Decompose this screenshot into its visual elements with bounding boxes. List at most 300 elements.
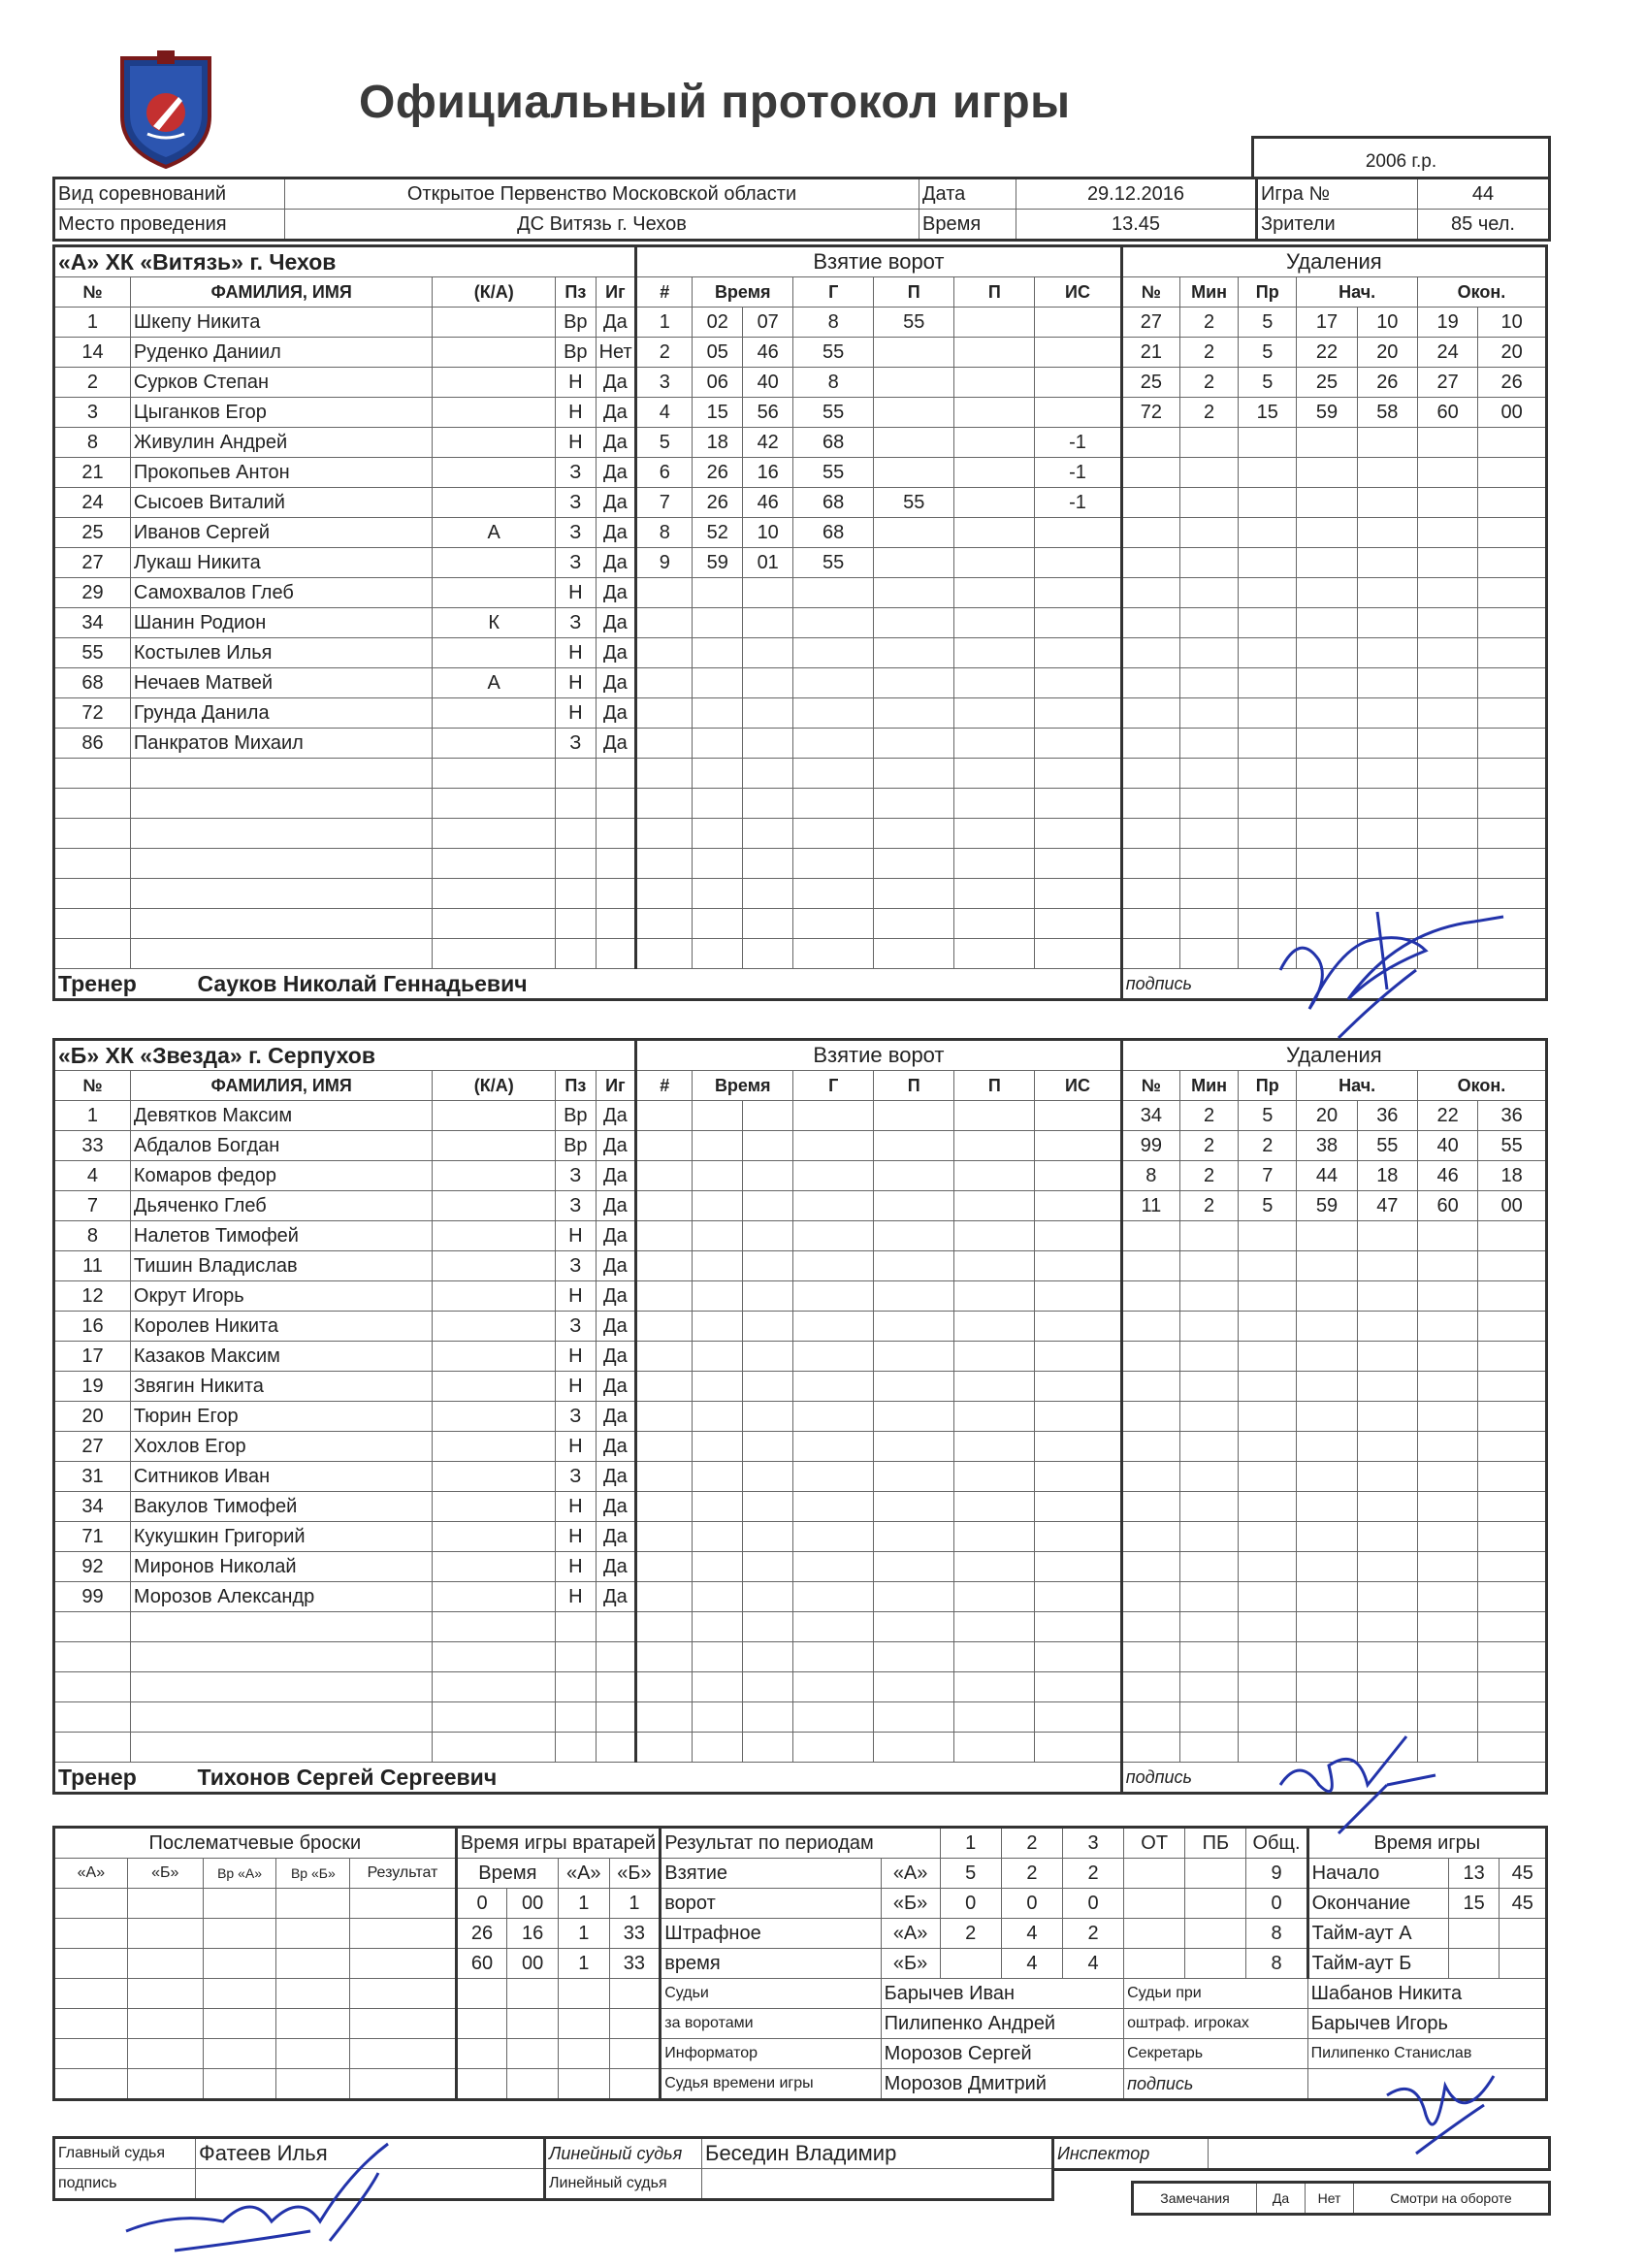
goal-scorer: 55	[793, 548, 874, 578]
player-number: 4	[54, 1161, 131, 1191]
player-position: З	[556, 1161, 597, 1191]
penalty-end-min	[1417, 909, 1477, 939]
player-name: Казаков Максим	[130, 1342, 432, 1372]
player-captain	[433, 1191, 556, 1221]
goal-scorer	[793, 1251, 874, 1281]
goal-number	[636, 1522, 693, 1552]
table-row	[54, 1312, 1547, 1342]
goal-number	[636, 789, 693, 819]
goals-b-so	[1185, 1889, 1246, 1919]
goal-assist-1	[874, 398, 954, 428]
penalty-reason	[1239, 578, 1297, 608]
goal-strength	[1035, 1432, 1121, 1462]
player-played	[596, 1733, 636, 1763]
player-played: Да	[596, 1492, 636, 1522]
player-captain	[433, 1522, 556, 1552]
penalty-end-min: 40	[1417, 1131, 1477, 1161]
goals-a-ot	[1124, 1859, 1185, 1889]
penalty-minutes	[1179, 789, 1238, 819]
goal-second	[743, 819, 793, 849]
goals-b-p2: 0	[1001, 1889, 1062, 1919]
goalie-row-3-a: 1	[558, 1949, 609, 1979]
penalty-start-sec	[1357, 458, 1417, 488]
goal-second	[743, 759, 793, 789]
penalty-minutes	[1179, 668, 1238, 698]
penalty-minutes	[1179, 1342, 1238, 1372]
goal-assist-2	[954, 308, 1035, 338]
goal-assist-1	[874, 1372, 954, 1402]
table-row	[54, 1131, 1547, 1161]
penalty-start-min	[1297, 1251, 1357, 1281]
goal-number	[636, 578, 693, 608]
informer-name: Морозов Сергей	[881, 2039, 1124, 2069]
player-number: 29	[54, 578, 131, 608]
player-name: Лукаш Никита	[130, 548, 432, 578]
goals-team-b-label: «Б»	[881, 1889, 940, 1919]
penalty-start-sec	[1357, 1432, 1417, 1462]
player-position: Н	[556, 368, 597, 398]
col-played: Иг	[596, 1071, 636, 1101]
player-played	[596, 939, 636, 969]
penalty-end-min	[1417, 1612, 1477, 1642]
goal-second	[743, 1131, 793, 1161]
goal-scorer: 55	[793, 338, 874, 368]
penalty-minutes	[1179, 1462, 1238, 1492]
player-name: Девятков Максим	[130, 1101, 432, 1131]
player-played	[596, 1672, 636, 1702]
player-name	[130, 909, 432, 939]
table-row	[54, 939, 1547, 969]
player-number	[54, 1702, 131, 1733]
goal-minute	[693, 638, 743, 668]
table-row	[54, 1733, 1547, 1763]
goal-assist-1	[874, 458, 954, 488]
goal-scorer	[793, 1131, 874, 1161]
penalty-end-sec	[1478, 638, 1547, 668]
penalty-player	[1121, 1702, 1179, 1733]
penalty-end-min	[1417, 1312, 1477, 1342]
goal-second	[743, 1642, 793, 1672]
penalty-start-min: 59	[1297, 398, 1357, 428]
goal-number: 8	[636, 518, 693, 548]
penalty-end-sec	[1478, 1372, 1547, 1402]
penalty-end-min	[1417, 488, 1477, 518]
goal-number	[636, 849, 693, 879]
penalty-player: 21	[1121, 338, 1179, 368]
goal-assist-2	[954, 1251, 1035, 1281]
chief-referee-name: Фатеев Илья	[196, 2138, 545, 2169]
penalty-minutes	[1179, 909, 1238, 939]
col-pen-min: Мин	[1179, 1071, 1238, 1101]
penalty-start-sec	[1357, 1281, 1417, 1312]
goal-strength	[1035, 1161, 1121, 1191]
goal-assist-2	[954, 488, 1035, 518]
penalty-start-min	[1297, 518, 1357, 548]
player-number: 33	[54, 1131, 131, 1161]
goal-number	[636, 1372, 693, 1402]
penalty-minutes	[1179, 1733, 1238, 1763]
table-row	[54, 1191, 1547, 1221]
goal-number	[636, 1312, 693, 1342]
player-captain	[433, 1342, 556, 1372]
table-row	[54, 548, 1547, 578]
goal-scorer	[793, 1161, 874, 1191]
goals-b-ot	[1124, 1889, 1185, 1919]
goal-second	[743, 698, 793, 729]
goal-second	[743, 849, 793, 879]
goalie-col-time: Время	[456, 1859, 558, 1889]
player-position: Н	[556, 1281, 597, 1312]
col-assist-1: П	[874, 277, 954, 308]
table-row	[54, 1522, 1547, 1552]
goal-assist-1	[874, 789, 954, 819]
goal-assist-1	[874, 1402, 954, 1432]
penalty-end-sec	[1478, 819, 1547, 849]
player-name: Хохлов Егор	[130, 1432, 432, 1462]
penalty-start-sec	[1357, 909, 1417, 939]
goal-assist-2	[954, 548, 1035, 578]
goal-scorer: 68	[793, 488, 874, 518]
player-captain	[433, 939, 556, 969]
player-captain	[433, 759, 556, 789]
player-position: Н	[556, 428, 597, 458]
penalty-reason	[1239, 1281, 1297, 1312]
player-position	[556, 789, 597, 819]
penalty-end-min	[1417, 939, 1477, 969]
goal-assist-2	[954, 849, 1035, 879]
penalty-end-sec	[1478, 1552, 1547, 1582]
player-name: Ситников Иван	[130, 1462, 432, 1492]
player-played: Да	[596, 1251, 636, 1281]
goal-assist-2	[954, 1161, 1035, 1191]
secretary-label: Секретарь	[1124, 2039, 1307, 2069]
player-position: З	[556, 1402, 597, 1432]
goal-number	[636, 698, 693, 729]
penalty-end-min	[1417, 1522, 1477, 1552]
penalty-reason	[1239, 638, 1297, 668]
pim-a-so	[1185, 1919, 1246, 1949]
goal-number	[636, 1492, 693, 1522]
goalie-row-3-min: 60	[456, 1949, 507, 1979]
penalty-minutes	[1179, 1582, 1238, 1612]
player-played	[596, 1612, 636, 1642]
penalty-end-min: 24	[1417, 338, 1477, 368]
player-played: Да	[596, 1402, 636, 1432]
player-position: З	[556, 458, 597, 488]
penalty-start-min	[1297, 1312, 1357, 1342]
table-row	[54, 1462, 1547, 1492]
player-position: Н	[556, 398, 597, 428]
goal-assist-1	[874, 819, 954, 849]
goal-minute	[693, 578, 743, 608]
penalty-reason: 5	[1239, 338, 1297, 368]
pim-a-total: 8	[1246, 1919, 1307, 1949]
player-played: Да	[596, 1281, 636, 1312]
player-number	[54, 819, 131, 849]
league-logo	[114, 49, 217, 169]
player-captain	[433, 1733, 556, 1763]
goal-minute	[693, 1312, 743, 1342]
penalty-minutes	[1179, 638, 1238, 668]
goal-assist-1	[874, 1552, 954, 1582]
penalty-end-sec	[1478, 698, 1547, 729]
player-number: 16	[54, 1312, 131, 1342]
goal-assist-2	[954, 729, 1035, 759]
goal-assist-2	[954, 789, 1035, 819]
player-name: Миронов Николай	[130, 1552, 432, 1582]
penalty-start-sec	[1357, 1251, 1417, 1281]
goalie-row-1-sec: 00	[507, 1889, 559, 1919]
timeout-a-label: Тайм-аут А	[1307, 1919, 1448, 1949]
player-position: З	[556, 548, 597, 578]
team-b-goals-title: Взятие ворот	[636, 1040, 1122, 1071]
goal-scorer	[793, 1372, 874, 1402]
player-captain	[433, 428, 556, 458]
timekeeper-name: Морозов Дмитрий	[881, 2069, 1124, 2100]
penalty-minutes: 2	[1179, 338, 1238, 368]
penalty-start-min	[1297, 1582, 1357, 1612]
table-row	[54, 1672, 1547, 1702]
remarks-no: Нет	[1306, 2183, 1354, 2215]
penalty-start-min	[1297, 1372, 1357, 1402]
timeout-b-label: Тайм-аут Б	[1307, 1949, 1448, 1979]
penalty-reason	[1239, 1312, 1297, 1342]
player-captain	[433, 578, 556, 608]
goal-assist-1	[874, 548, 954, 578]
goal-second	[743, 1281, 793, 1312]
linesman-1-label: Линейный судья	[545, 2138, 702, 2169]
penalty-end-sec	[1478, 608, 1547, 638]
penalty-start-min	[1297, 909, 1357, 939]
player-position: Н	[556, 1342, 597, 1372]
goal-assist-2	[954, 1372, 1035, 1402]
penalty-minutes	[1179, 548, 1238, 578]
goal-scorer	[793, 729, 874, 759]
pim-b-total: 8	[1246, 1949, 1307, 1979]
table-row	[54, 458, 1547, 488]
penalty-start-min	[1297, 1432, 1357, 1462]
penalty-reason: 7	[1239, 1161, 1297, 1191]
penalty-end-min	[1417, 428, 1477, 458]
table-row	[54, 1612, 1547, 1642]
goal-strength	[1035, 1462, 1121, 1492]
penalty-minutes	[1179, 428, 1238, 458]
goal-second	[743, 1402, 793, 1432]
goal-number: 9	[636, 548, 693, 578]
goal-number	[636, 1221, 693, 1251]
competition-value: Открытое Первенство Московской области	[285, 178, 919, 210]
penalty-player	[1121, 1642, 1179, 1672]
player-captain	[433, 789, 556, 819]
player-captain	[433, 638, 556, 668]
goal-assist-1	[874, 428, 954, 458]
team-b-coach: Тихонов Сергей Сергеевич	[197, 1764, 498, 1790]
penalty-minutes: 2	[1179, 398, 1238, 428]
col-assist-2: П	[954, 1071, 1035, 1101]
player-name: Тюрин Егор	[130, 1402, 432, 1432]
goal-scorer	[793, 819, 874, 849]
player-captain	[433, 1251, 556, 1281]
shootout-col-goalie-b: Вр «Б»	[276, 1859, 350, 1889]
col-goal-time: Время	[693, 1071, 793, 1101]
penalty-start-sec	[1357, 1342, 1417, 1372]
penalty-start-min	[1297, 939, 1357, 969]
player-played: Да	[596, 1582, 636, 1612]
col-pen-number: №	[1121, 1071, 1179, 1101]
goal-number	[636, 638, 693, 668]
goal-assist-1	[874, 1342, 954, 1372]
col-number: №	[54, 277, 131, 308]
team-a-goals-title: Взятие ворот	[636, 246, 1122, 277]
penalty-player	[1121, 608, 1179, 638]
goal-scorer	[793, 1462, 874, 1492]
goal-minute: 52	[693, 518, 743, 548]
goal-second: 46	[743, 488, 793, 518]
player-played: Да	[596, 1462, 636, 1492]
player-position: З	[556, 1191, 597, 1221]
player-name: Кукушкин Григорий	[130, 1522, 432, 1552]
penalty-end-sec	[1478, 1432, 1547, 1462]
goal-assist-2	[954, 909, 1035, 939]
goal-number: 3	[636, 368, 693, 398]
player-name	[130, 1612, 432, 1642]
time-label: Время	[919, 210, 1016, 241]
period-total-header: Общ.	[1246, 1828, 1307, 1859]
player-position: Вр	[556, 308, 597, 338]
penalty-start-min	[1297, 638, 1357, 668]
penalty-end-min	[1417, 849, 1477, 879]
player-number	[54, 1672, 131, 1702]
goal-second	[743, 1492, 793, 1522]
player-name	[130, 1672, 432, 1702]
penalty-minutes	[1179, 1522, 1238, 1552]
penalty-start-min	[1297, 548, 1357, 578]
goal-second	[743, 1251, 793, 1281]
goal-second	[743, 1432, 793, 1462]
goal-strength	[1035, 1131, 1121, 1161]
goalie-row-3-sec: 00	[507, 1949, 559, 1979]
player-number	[54, 849, 131, 879]
goal-scorer	[793, 1642, 874, 1672]
goal-minute: 26	[693, 458, 743, 488]
penalty-player	[1121, 1522, 1179, 1552]
penalty-end-sec	[1478, 668, 1547, 698]
goal-assist-2	[954, 939, 1035, 969]
player-number	[54, 879, 131, 909]
goals-b-p3: 0	[1062, 1889, 1123, 1919]
col-goal-time: Время	[693, 277, 793, 308]
goal-minute	[693, 1342, 743, 1372]
penalty-minutes	[1179, 1281, 1238, 1312]
penalty-reason	[1239, 819, 1297, 849]
penalty-minutes	[1179, 458, 1238, 488]
goal-minute	[693, 698, 743, 729]
penalty-player	[1121, 1462, 1179, 1492]
player-name: Шкепу Никита	[130, 308, 432, 338]
start-minute: 45	[1500, 1859, 1547, 1889]
col-strength: ИС	[1035, 277, 1121, 308]
goal-number: 7	[636, 488, 693, 518]
table-row	[54, 789, 1547, 819]
goal-strength: -1	[1035, 488, 1121, 518]
goalie-time-title: Время игры вратарей	[456, 1828, 661, 1859]
player-number: 24	[54, 488, 131, 518]
penalty-judge-2: Барычев Игорь	[1307, 2009, 1546, 2039]
penalty-end-sec: 10	[1478, 308, 1547, 338]
player-position	[556, 909, 597, 939]
player-position: З	[556, 488, 597, 518]
goal-second	[743, 1702, 793, 1733]
goal-second	[743, 1612, 793, 1642]
player-captain	[433, 849, 556, 879]
goal-minute	[693, 939, 743, 969]
goal-assist-1	[874, 1191, 954, 1221]
goal-assist-2	[954, 1492, 1035, 1522]
goal-assist-2	[954, 698, 1035, 729]
goal-assist-1	[874, 849, 954, 879]
player-played: Да	[596, 1432, 636, 1462]
player-captain: К	[433, 608, 556, 638]
player-name: Тишин Владислав	[130, 1251, 432, 1281]
player-number: 27	[54, 548, 131, 578]
goal-minute	[693, 608, 743, 638]
col-goal-number: #	[636, 277, 693, 308]
penalty-player	[1121, 1221, 1179, 1251]
penalty-reason: 5	[1239, 1191, 1297, 1221]
penalty-minutes	[1179, 698, 1238, 729]
penalty-reason	[1239, 1733, 1297, 1763]
penalty-start-min: 44	[1297, 1161, 1357, 1191]
penalty-start-sec	[1357, 1312, 1417, 1342]
goal-second: 42	[743, 428, 793, 458]
player-captain	[433, 1612, 556, 1642]
player-name	[130, 939, 432, 969]
pim-team-a-label: «А»	[881, 1919, 940, 1949]
penalty-minutes: 2	[1179, 1191, 1238, 1221]
goal-number	[636, 1432, 693, 1462]
player-name: Руденко Даниил	[130, 338, 432, 368]
penalty-start-sec: 36	[1357, 1101, 1417, 1131]
goal-second	[743, 729, 793, 759]
penalty-minutes	[1179, 488, 1238, 518]
player-played: Да	[596, 1131, 636, 1161]
penalty-start-min	[1297, 1612, 1357, 1642]
player-name: Королев Никита	[130, 1312, 432, 1342]
player-captain	[433, 729, 556, 759]
goal-assist-1	[874, 368, 954, 398]
goal-minute	[693, 1432, 743, 1462]
player-captain	[433, 488, 556, 518]
team-a-sign-label: подпись	[1121, 969, 1546, 1000]
goal-scorer	[793, 1582, 874, 1612]
player-position: Н	[556, 638, 597, 668]
penalty-end-sec: 00	[1478, 398, 1547, 428]
penalty-start-min	[1297, 1492, 1357, 1522]
goal-second	[743, 1101, 793, 1131]
start-label: Начало	[1307, 1859, 1448, 1889]
date-label: Дата	[919, 178, 1016, 210]
penalty-end-min: 22	[1417, 1101, 1477, 1131]
player-number: 86	[54, 729, 131, 759]
penalty-reason	[1239, 1552, 1297, 1582]
penalty-minutes	[1179, 759, 1238, 789]
player-name: Звягин Никита	[130, 1372, 432, 1402]
goal-assist-2	[954, 1582, 1035, 1612]
penalty-start-sec	[1357, 638, 1417, 668]
team-a-penalties-title: Удаления	[1121, 246, 1546, 277]
goal-number	[636, 819, 693, 849]
goal-scorer	[793, 1672, 874, 1702]
